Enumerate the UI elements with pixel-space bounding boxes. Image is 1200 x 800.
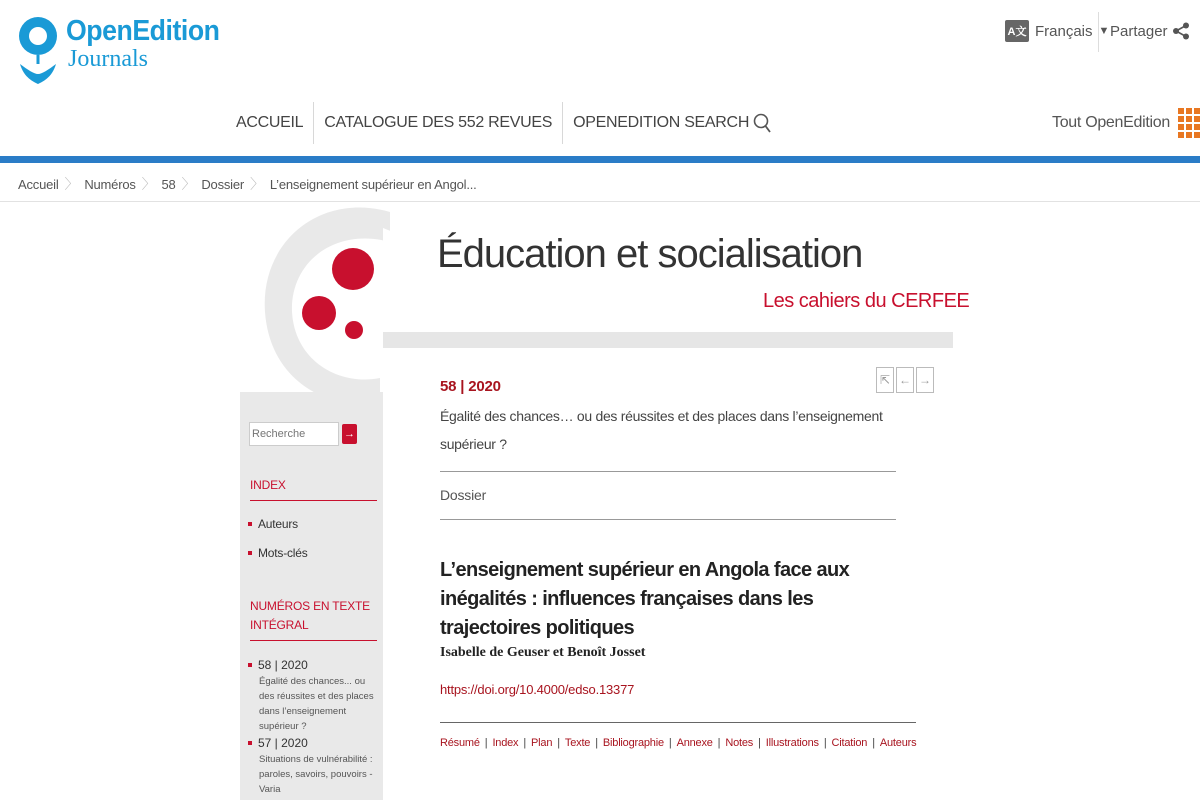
divider [440, 471, 896, 472]
arrow-right-icon: → [919, 373, 931, 387]
bullet-icon [248, 663, 252, 667]
sidebar-item-mots-cles[interactable] [248, 546, 308, 560]
breadcrumb-dossier[interactable]: Dossier [201, 176, 245, 192]
divider [440, 722, 916, 723]
index-heading: INDEX [250, 478, 286, 492]
banner-bar [383, 332, 953, 348]
sidebar [240, 392, 383, 800]
share-icon [1172, 22, 1190, 40]
toc-illustrations[interactable]: Illustrations [765, 737, 819, 749]
tout-openedition-label: Tout OpenEdition [1052, 114, 1170, 131]
translate-icon: A文 [1005, 20, 1029, 42]
toc-texte[interactable]: Texte [564, 737, 591, 749]
toc-resume[interactable]: Résumé [440, 737, 480, 749]
chevron-right-icon: 〉 [64, 176, 79, 192]
index-rule [250, 500, 377, 501]
journal-subtitle: Les cahiers du CERFEE [763, 290, 970, 312]
search-icon [753, 113, 771, 133]
breadcrumb-numeros[interactable]: Numéros [84, 176, 136, 192]
issue-description: Situations de vulnérabilité : paroles, savoirs, pouvoirs - Varia [259, 754, 373, 795]
language-selector[interactable] [1005, 20, 1109, 42]
divider [440, 519, 896, 520]
issue-number: 57 | 2020 [258, 736, 308, 750]
issue-number: 58 | 2020 [258, 658, 308, 672]
breadcrumb-accueil[interactable]: Accueil [18, 176, 59, 192]
chevron-right-icon: 〉 [181, 176, 196, 192]
doi-link[interactable]: https://doi.org/10.4000/edso.13377 [440, 682, 635, 697]
article-title: L’enseignement supérieur en Angola face aux inégalités : influences françaises dans les trajectoires politiques [440, 559, 850, 639]
toc-bibliographie[interactable]: Bibliographie [602, 737, 664, 749]
language-label: Français [1035, 22, 1093, 40]
next-article-button[interactable] [916, 367, 934, 393]
journal-emblem-icon [240, 202, 440, 422]
toc-index[interactable]: Index [492, 737, 519, 749]
logo-brand: OpenEdition [66, 15, 220, 47]
openedition-logo-icon [18, 12, 64, 90]
article-authors[interactable]: Isabelle de Geuser et Benoît Josset [440, 645, 646, 660]
issue-title-link[interactable]: Égalité des chances… ou des réussites et des places dans l’enseignement supérieur ? [440, 408, 883, 452]
sidebar-search-input[interactable] [249, 422, 339, 446]
section-label: Dossier [440, 487, 487, 503]
journal-logo-e [240, 202, 440, 422]
main-nav-bar [226, 102, 781, 144]
arrow-right-icon: → [344, 428, 355, 440]
go-to-top-button[interactable] [876, 367, 894, 393]
header-divider [1098, 12, 1099, 52]
chevron-down-icon: ▼ [1098, 25, 1110, 37]
chevron-right-icon: 〉 [250, 176, 264, 192]
logo-product: Journals [68, 46, 148, 72]
toc-annexe[interactable]: Annexe [676, 737, 713, 749]
nav-openedition-search[interactable] [563, 102, 781, 144]
nav-catalogue[interactable]: CATALOGUE DES 552 REVUES [314, 102, 563, 144]
arrow-left-icon: ← [899, 373, 911, 387]
article-toc-links: Résumé | Index | Plan | Texte | Bibliographie | Annexe | Notes | Illustrations | Citation | Auteurs [440, 737, 917, 749]
article-nav-buttons [876, 367, 934, 393]
toc-citation[interactable]: Citation [831, 737, 868, 749]
issues-rule [250, 640, 377, 641]
nav-accueil[interactable]: ACCUEIL [226, 102, 314, 144]
breadcrumb [18, 172, 477, 196]
breadcrumb-issue[interactable]: 58 [161, 176, 176, 192]
share-label: Partager [1110, 22, 1168, 40]
sidebar-item-label: Auteurs [258, 517, 298, 531]
tout-openedition-link[interactable] [1052, 108, 1200, 138]
breadcrumb-divider [0, 201, 1200, 202]
openedition-logo[interactable] [18, 12, 218, 92]
bullet-icon [248, 522, 252, 526]
sidebar-item-auteurs[interactable] [248, 517, 298, 531]
sidebar-issue-58[interactable] [248, 658, 378, 734]
issue-number-link[interactable]: 58 | 2020 [440, 378, 501, 395]
share-button[interactable] [1110, 22, 1190, 40]
journal-title[interactable]: Éducation et socialisation [437, 232, 863, 276]
issues-heading: NUMÉROS EN TEXTE INTÉGRAL [250, 599, 370, 632]
arrow-up-left-icon: ⇱ [879, 373, 891, 387]
nav-search-label: OPENEDITION SEARCH [573, 114, 750, 131]
bullet-icon [248, 741, 252, 745]
search-submit-button[interactable] [342, 424, 357, 444]
bullet-icon [248, 551, 252, 555]
issue-description: Égalité des chances... ou des réussites et des places dans l’enseignement supérieur ? [259, 676, 374, 732]
toc-notes[interactable]: Notes [725, 737, 754, 749]
breadcrumb-current: L’enseignement supérieur en Angol... [269, 176, 477, 192]
toc-plan[interactable]: Plan [531, 737, 553, 749]
sidebar-issue-57[interactable] [248, 736, 378, 797]
site-header [0, 0, 1200, 100]
apps-grid-icon [1178, 108, 1200, 138]
toc-auteurs[interactable]: Auteurs [879, 737, 917, 749]
header-band [0, 156, 1200, 163]
sidebar-item-label: Mots-clés [258, 546, 308, 560]
chevron-right-icon: 〉 [141, 176, 156, 192]
previous-article-button[interactable] [896, 367, 914, 393]
